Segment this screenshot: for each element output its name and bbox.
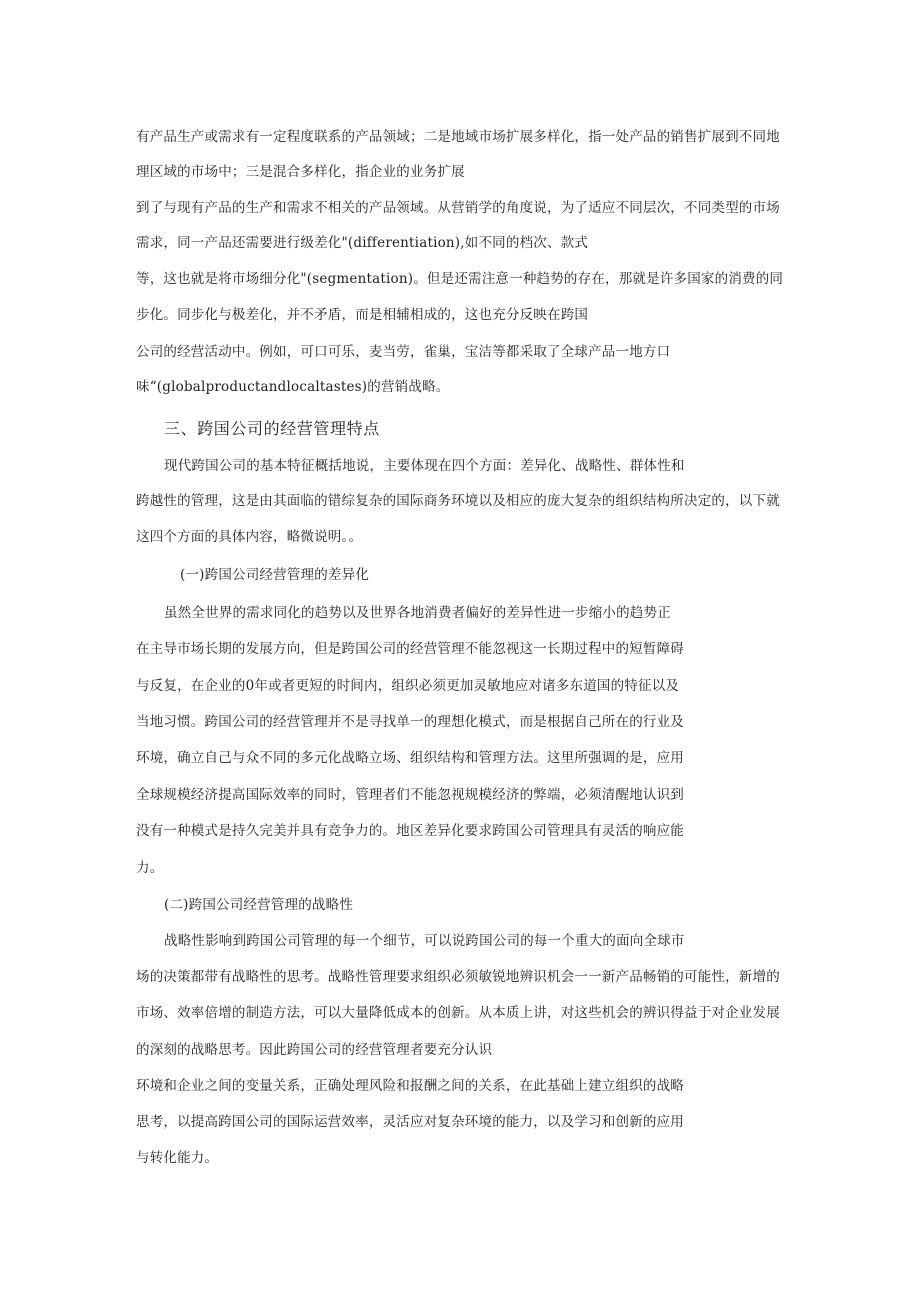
text-line: 环境，确立自己与众不同的多元化战略立场、组织结构和管理方法。这里所强调的是，应用	[136, 750, 684, 766]
text-line: 理区域的市场中；三是混合多样化，指企业的业务扩展	[136, 164, 465, 180]
text-line: 在主导市场长期的发展方向，但是跨国公司的经营管理不能忽视这一长期过程中的短暂障碍	[136, 641, 684, 657]
text-line: 场的决策都带有战略性的思考。战略性管理要求组织必须敏锐地辨识机会一一新产品畅销的可能性，新增的	[136, 969, 780, 985]
text-line: 市场、效率倍增的制造方法，可以大量降低成本的创新。从本质上讲，对这些机会的辨识得益于对企业发展	[136, 1005, 780, 1021]
text-line: 思考，以提高跨国公司的国际运营效率，灵活应对复杂环境的能力，以及学习和创新的应用	[136, 1114, 684, 1130]
text-line: 跨越性的管理，这是由其面临的错综复杂的国际商务环境以及相应的庞大复杂的组织结构所决定的，以下就	[136, 493, 780, 509]
text-line: 到了与现有产品的生产和需求不相关的产品领域。从营销学的角度说，为了适应不同层次，不同类型的市场	[136, 200, 780, 216]
text-line: 等，这也就是将市场细分化"(segmentation)。但是还需注意一种趋势的存在，那就是许多国家的消费的同	[136, 271, 784, 287]
text-line: 这四个方面的具体内容，略微说明。。	[136, 529, 363, 545]
text-line: 步化。同步化与极差化，并不矛盾，而是相辅相成的，这也充分反映在跨国	[136, 307, 589, 323]
text-line: 当地习惯。跨国公司的经营管理并不是寻找单一的理想化模式，而是根据自己所在的行业及	[136, 714, 684, 730]
text-line: 力。	[136, 860, 164, 876]
text-line: 需求，同一产品还需要进行级差化"(differentiation),如不同的档次、款式	[136, 235, 589, 251]
paragraph-first-line: 虽然全世界的需求同化的趋势以及世界各地消费者偏好的差异性进一步缩小的趋势正	[164, 605, 671, 621]
paragraph-first-line: 战略性影响到跨国公司管理的每一个细节，可以说跨国公司的每一个重大的面向全球市	[164, 933, 685, 949]
text-line: 全球规模经济提高国际效率的同时，管理者们不能忽视规模经济的弊端，必须清醒地认识到	[136, 787, 684, 803]
subsection-heading: (二)跨国公司经营管理的战略性	[164, 897, 354, 913]
subsection-heading: (一)跨国公司经营管理的差异化	[180, 567, 370, 583]
text-line: 与反复，在企业的0年或者更短的时间内，组织必须更加灵敏地应对诸多东道国的特征以及	[136, 678, 680, 694]
text-line: 有产品生产或需求有一定程度联系的产品领域；二是地域市场扩展多样化，指一处产品的销售扩展到不同地	[136, 129, 780, 145]
text-line: 环境和企业之间的变量关系，正确处理风险和报酬之间的关系，在此基础上建立组织的战略	[136, 1078, 684, 1094]
section-heading: 三、跨国公司的经营管理特点	[164, 419, 380, 438]
text-line: 公司的经营活动中。例如，可口可乐，麦当劳，雀巢，宝洁等都采取了全球产品一地方口	[136, 344, 671, 360]
text-line: 没有一种模式是持久完美并具有竞争力的。地区差异化要求跨国公司管理具有灵活的响应能	[136, 823, 684, 839]
text-line: 的深刻的战略思考。因此跨国公司的经营管理者要充分认识	[136, 1042, 493, 1058]
text-line: 味“(globalproductandlocaltastes)的营销战略。	[136, 379, 450, 395]
paragraph-first-line: 现代跨国公司的基本特征概括地说，主要体现在四个方面：差异化、战略性、群体性和	[164, 458, 685, 474]
text-line: 与转化能力。	[136, 1150, 219, 1166]
